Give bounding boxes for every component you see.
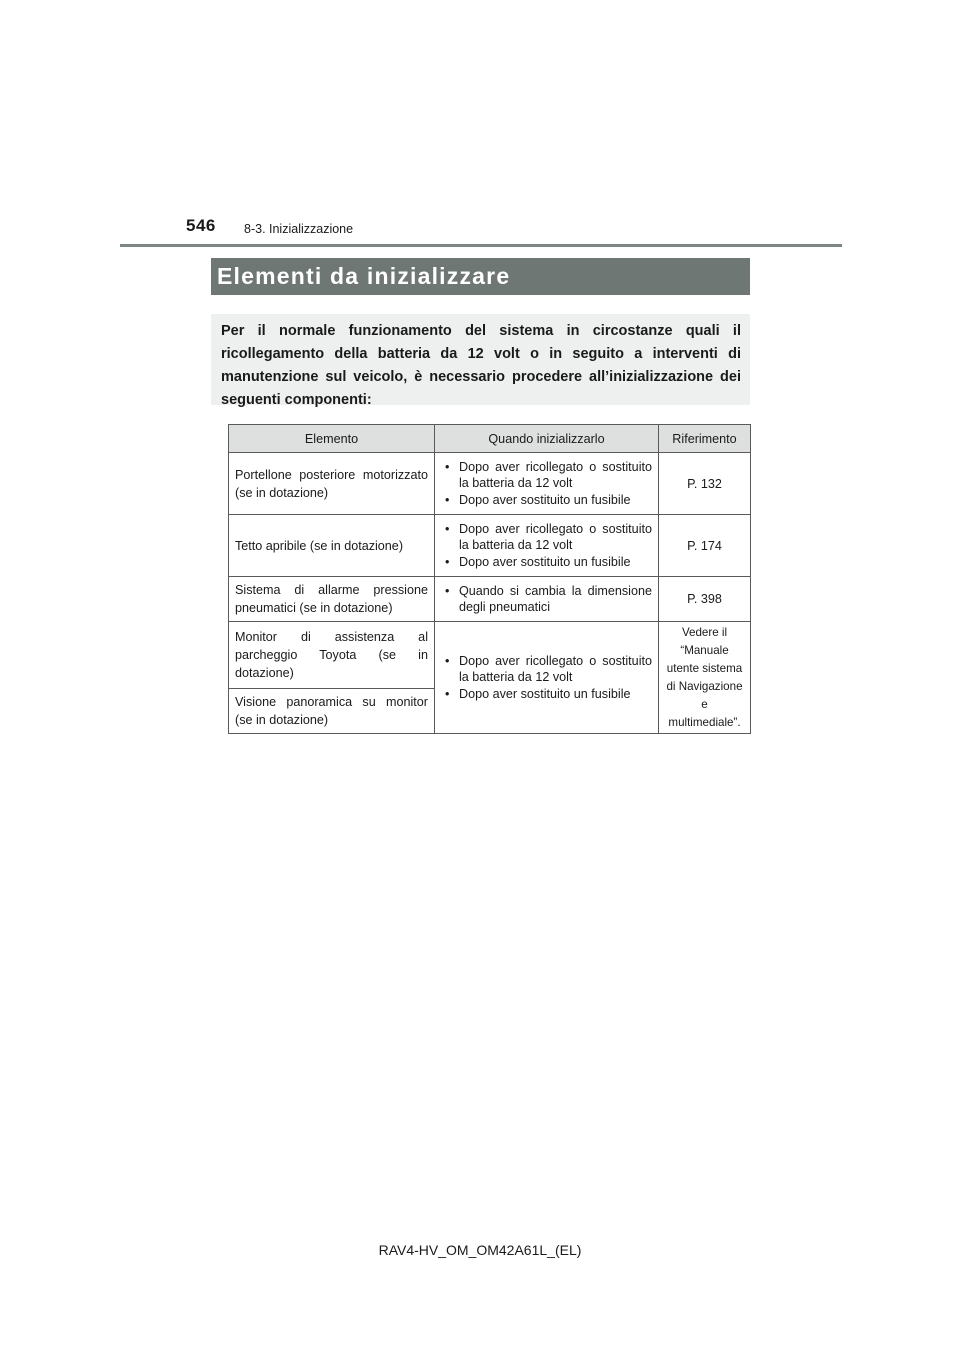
list-item: • Dopo aver sostituito un fusibile <box>441 686 652 703</box>
intro-text: Per il normale funzionamento del sistema in circostanze quali il ricollegamento della batteria da 12 volt o in seguito a interventi di manutenzione sul veicolo, è necessario procedere all’inizializzazione dei seguenti componenti: <box>221 323 741 408</box>
header-rule <box>120 244 842 247</box>
table-cell-when <box>435 453 659 515</box>
column-header-when: Quando inizializzarlo <box>435 425 659 453</box>
table-cell-item: Tetto apribile (se in dotazione) <box>229 515 435 577</box>
initialization-table <box>228 424 751 734</box>
table-header-row <box>229 425 751 453</box>
table-cell-when <box>435 515 659 577</box>
table-cell-when <box>435 577 659 622</box>
column-header-reference: Riferimento <box>659 425 751 453</box>
list-item: • Dopo aver sostituito un fusibile <box>441 492 652 509</box>
table-row <box>229 622 751 689</box>
table-row <box>229 515 751 577</box>
section-label: 8-3. Inizializzazione <box>244 222 354 236</box>
list-item: • Dopo aver sostituito un fusibile <box>441 554 652 571</box>
table-cell-item: Sistema di allarme pressione pneumatici (se in dotazione) <box>229 577 435 622</box>
table-cell-item: Visione panoramica su monitor (se in dotazione) <box>229 689 435 734</box>
table-cell-item: Monitor di assistenza al parcheggio Toyota (se in dotazione) <box>229 622 435 689</box>
list-item: • Dopo aver ricollegato o sostituito la batteria da 12 volt <box>441 521 652 554</box>
section-title-bar <box>211 258 750 295</box>
table-cell-when <box>435 622 659 734</box>
table-cell-reference: Vedere il “Manuale utente sistema di Navigazione e multimediale”. <box>659 622 751 734</box>
list-item: • Dopo aver ricollegato o sostituito la batteria da 12 volt <box>441 653 652 686</box>
page-number: 546 <box>186 216 216 235</box>
footer-document-code: RAV4-HV_OM_OM42A61L_(EL) <box>378 1242 582 1258</box>
list-item: • Quando si cambia la dimensione degli pneumatici <box>441 583 652 616</box>
table-cell-reference: P. 132 <box>659 453 751 515</box>
table-row <box>229 453 751 515</box>
table-cell-reference: P. 398 <box>659 577 751 622</box>
column-header-item: Elemento <box>229 425 435 453</box>
intro-box <box>211 314 750 408</box>
table-row <box>229 577 751 622</box>
table-cell-reference: P. 174 <box>659 515 751 577</box>
table-cell-item: Portellone posteriore motorizzato (se in dotazione) <box>229 453 435 515</box>
list-item: • Dopo aver ricollegato o sostituito la batteria da 12 volt <box>441 459 652 492</box>
section-title: Elementi da inizializzare <box>217 263 511 289</box>
